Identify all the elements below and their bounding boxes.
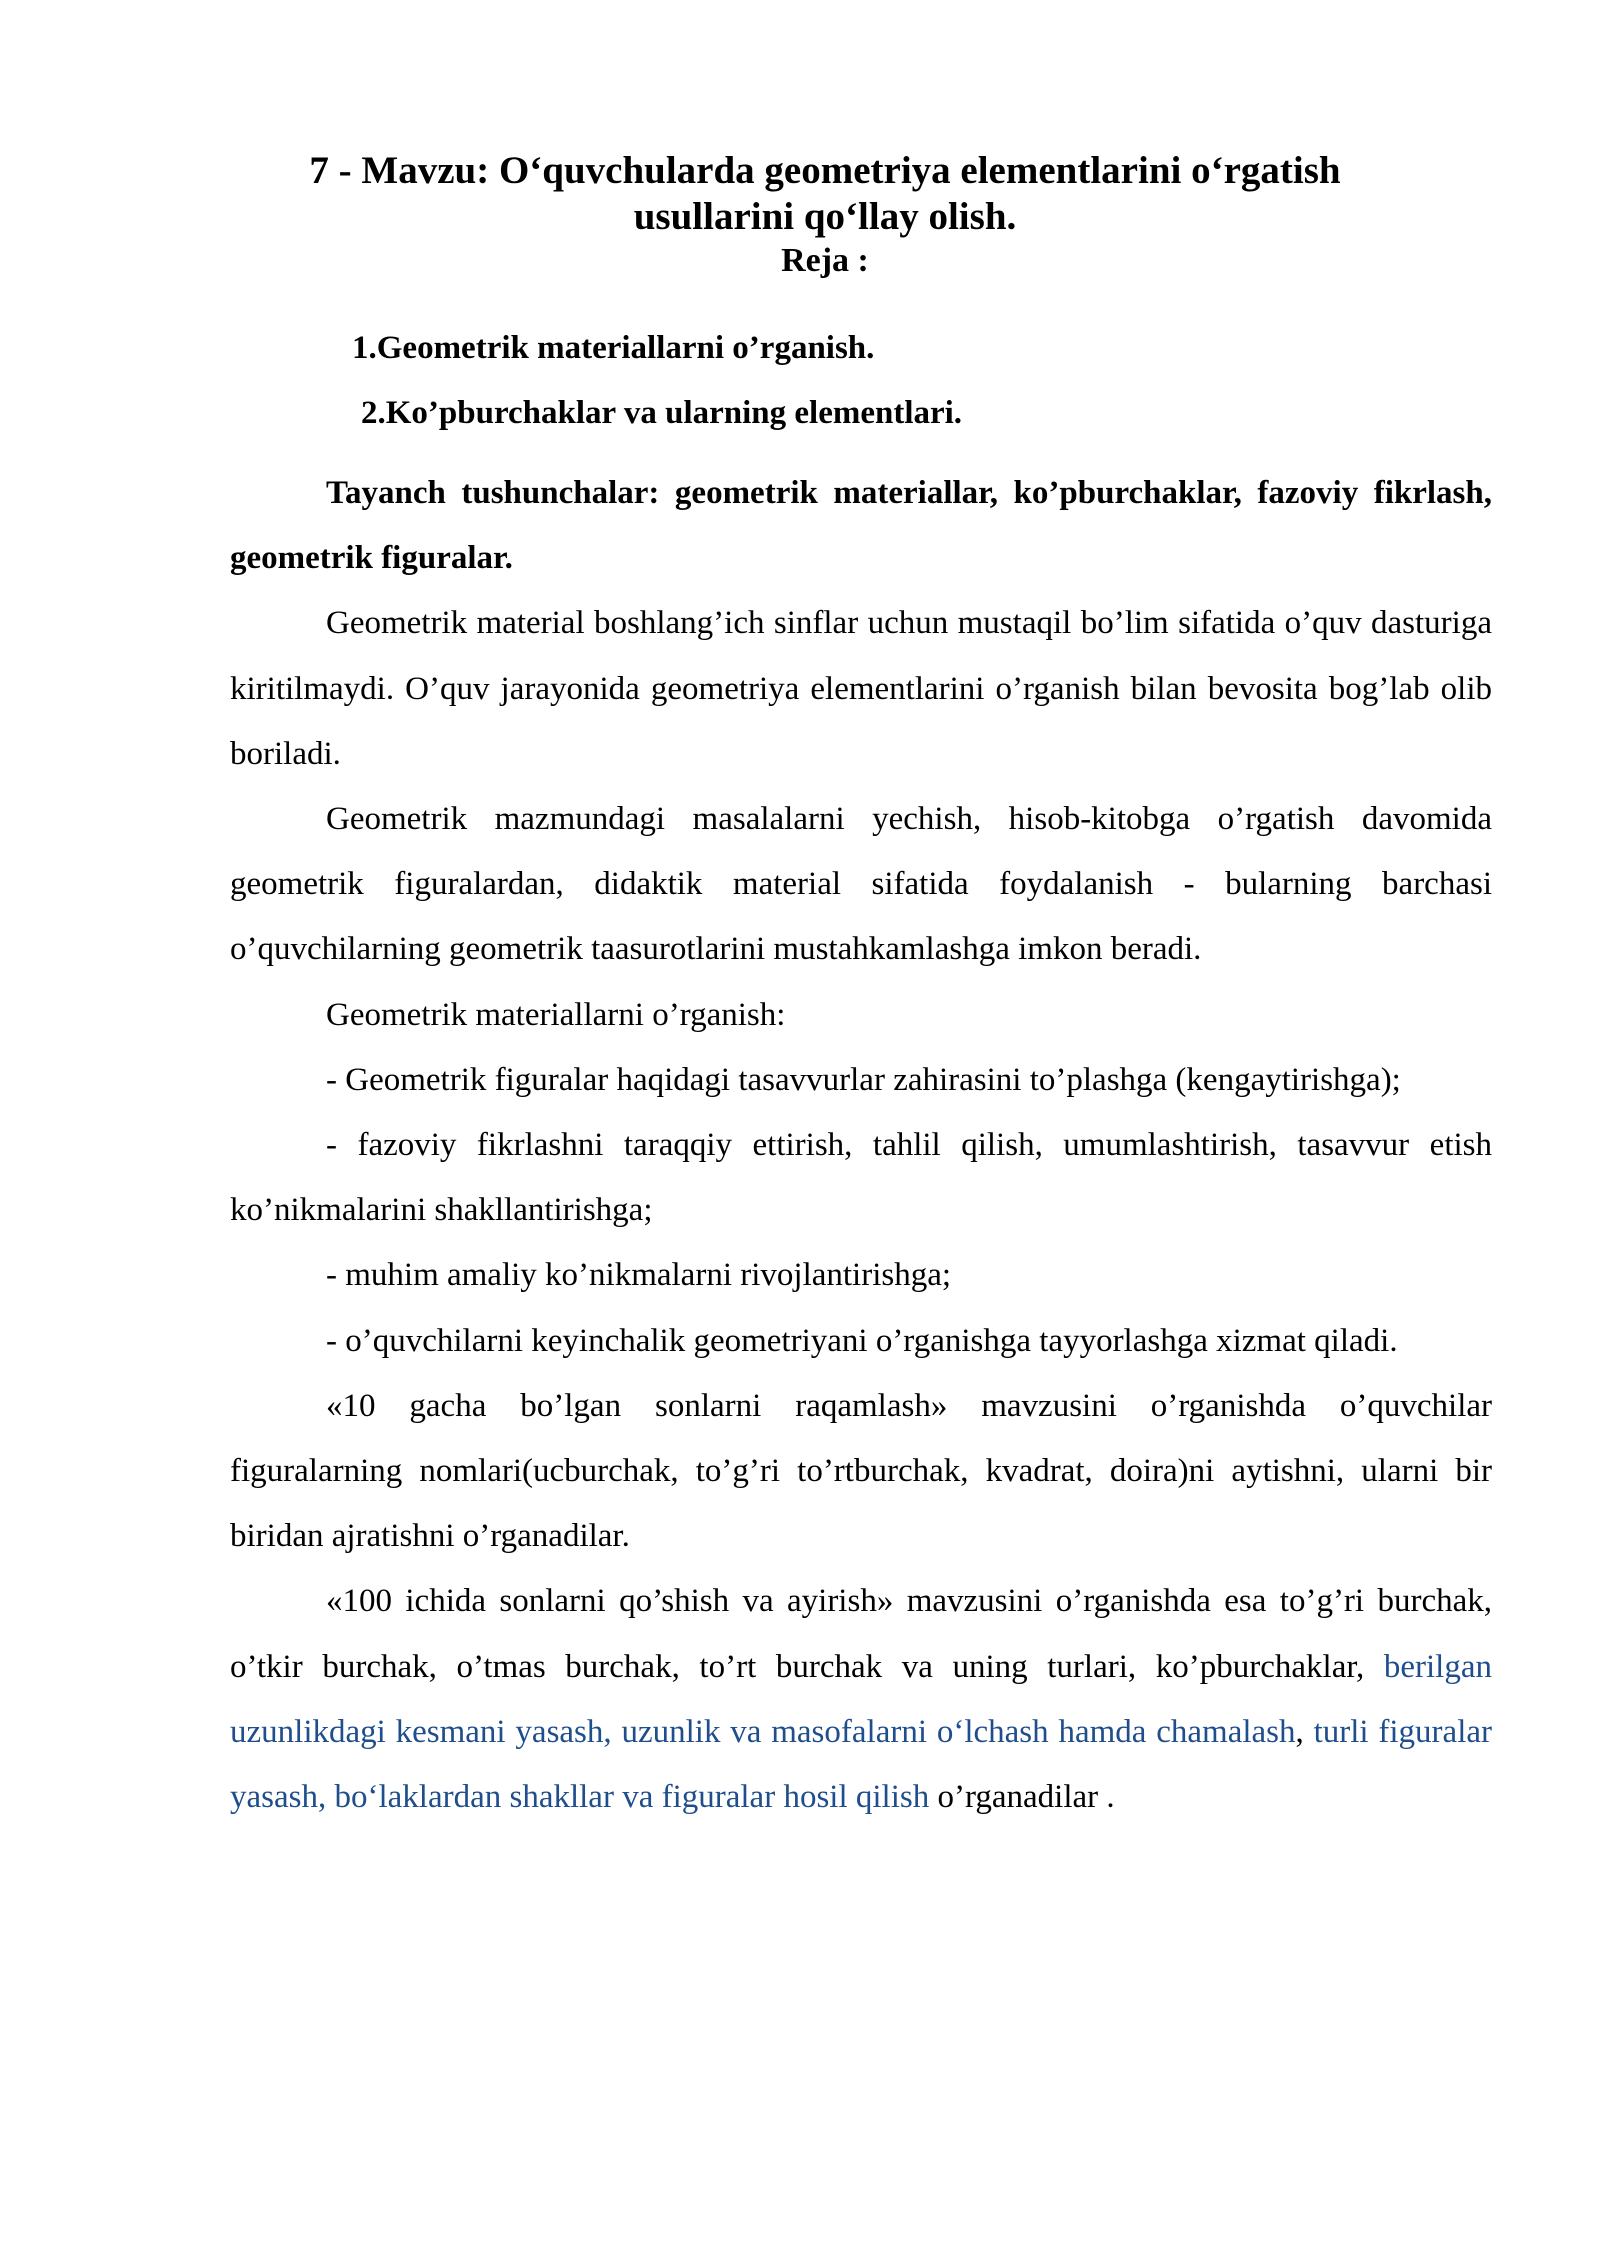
plan-item-2: 2.Ko’pburchaklar va ularning elementlari. [361, 395, 963, 431]
key-concepts: Tayanch tushunchalar: geometrik materiallar, ko’pburchaklar, fazoviy fikrlash, geometrik figuralar. [230, 475, 1492, 577]
paragraph-3: Geometrik materiallarni o’rganish: [326, 996, 786, 1033]
plan-item-1: 1.Geometrik materiallarni o’rganish. [352, 330, 875, 366]
document-title-line-2: usullarini qo‘llay olish. [633, 195, 1017, 238]
document-body [230, 461, 1492, 1830]
paragraph-7: - o’quvchilarni keyinchalik geometriyani o’rganishga tayyorlashga xizmat qiladi. [326, 1322, 1398, 1359]
document-title-line-1: 7 - Mavzu: O‘quvchularda geometriya elementlarini o‘rgatish [309, 149, 1341, 192]
paragraph-1: Geometrik material boshlang’ich sinflar uchun mustaqil bo’lim sifatida o’quv dasturiga kiritilmaydi. O’quv jarayonida geometriya elementlarini o’rganish bilan bevosita bog’lab olib boriladi. [230, 605, 1492, 772]
paragraph-5: - fazoviy fikrlashni taraqqiy ettirish, tahlil qilish, umumlashtirish, tasavvur etish ko’nikmalarini shakllantirishga; [230, 1127, 1492, 1229]
paragraph-9-text-1: «100 ichida sonlarni qo’shish va ayirish» mavzusini o’rganishda esa to’g’ri burchak, o’tkir burchak, o’tmas burchak, to’rt burchak va uning turlari, ko’pburchaklar, [230, 1583, 1492, 1685]
paragraph-9-text-2: o’rganadilar . [929, 1779, 1115, 1816]
hyperlink-measuring[interactable]: berilgan uzunlikdagi kesmani yasash, uzunlik va masofalarni o‘lchash hamda chamalash [230, 1648, 1492, 1750]
paragraph-9-separator: , [1295, 1713, 1314, 1750]
paragraph-6: - muhim amaliy ko’nikmalarni rivojlantirishga; [326, 1257, 952, 1294]
paragraph-8: «10 gacha bo’lgan sonlarni raqamlash» mavzusini o’rganishda o’quvchilar figuralarning nomlari(ucburchak, to’g’ri to’rtburchak, kvadrat, doira)ni aytishni, ularni bir biridan ajratishni o’rganadilar. [230, 1387, 1492, 1555]
paragraph-9 [230, 1569, 1492, 1830]
paragraph-2: Geometrik mazmundagi masalalarni yechish, hisob-kitobga o’rgatish davomida geometrik figuralardan, didaktik material sifatida foydalanish - bularning barchasi o’quvchilarning geometrik taasurotlarini mustahkamlashga imkon beradi. [230, 801, 1492, 968]
paragraph-4: - Geometrik figuralar haqidagi tasavvurlar zahirasini to’plashga (kengaytirishga); [326, 1061, 1401, 1098]
plan-heading: Reja : [781, 242, 869, 279]
hyperlink-figures[interactable]: turli figuralar yasash, bo‘laklardan shakllar va figuralar hosil qilish [230, 1713, 1492, 1816]
